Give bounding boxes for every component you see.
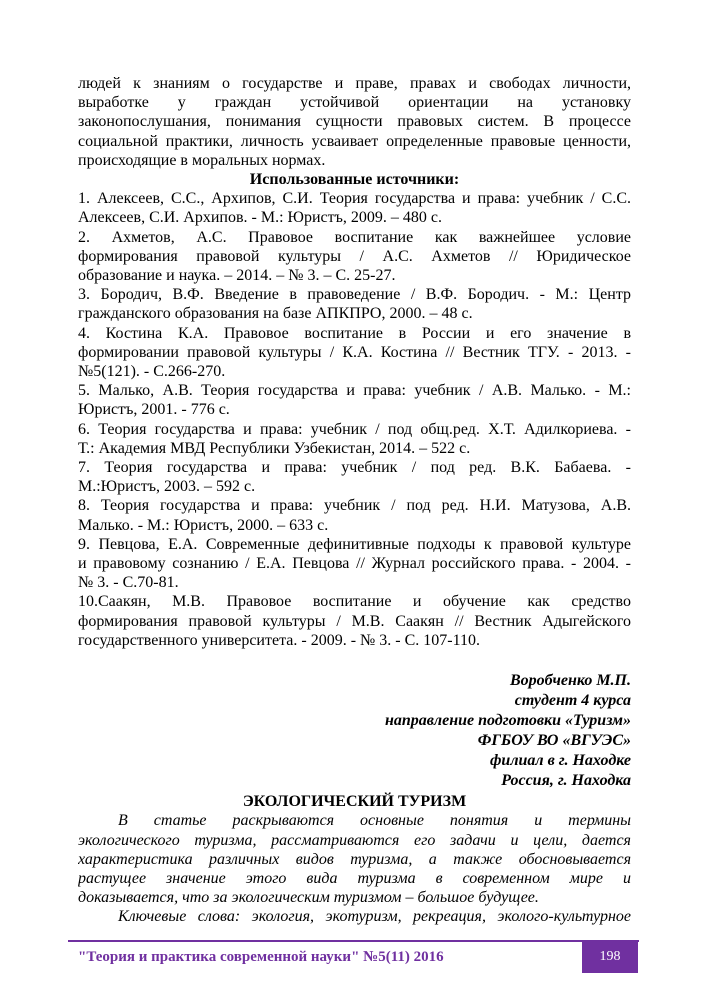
article-title: ЭКОЛОГИЧЕСКИЙ ТУРИЗМ — [242, 793, 467, 811]
author-institution: ФГБОУ ВО «ВГУЭС» — [477, 732, 631, 750]
abstract — [78, 811, 631, 926]
abstract-line: В статье раскрываются основные понятия и термины — [118, 812, 631, 830]
author-name: Воробченко М.П. — [510, 672, 631, 690]
reference-line: 5. Малько, А.В. Теория государства и права: учебник / А.В. Малько. - М.: — [78, 382, 631, 400]
reference-line: Юристъ, 2001. - 776 с. — [78, 401, 230, 419]
text-line: социальной практики, личность усваивает определенные правовые ценности, — [78, 132, 631, 150]
reference-line: 7. Теория государства и права: учебник / под ред. В.К. Бабаева. - — [78, 459, 631, 477]
reference-item — [78, 458, 631, 496]
reference-line: формирования правовой культуры / А.С. Ахметов // Юридическое — [78, 247, 631, 265]
page-number: 198 — [599, 948, 621, 964]
reference-line: государственного университета. - 2009. - № 3. - С. 107-110. — [78, 631, 481, 649]
reference-item — [78, 189, 631, 227]
reference-line: 10.Саакян, М.В. Правовое воспитание и обучение как средство — [78, 593, 631, 611]
text-line: происходящие в моральных нормах. — [78, 151, 326, 169]
reference-line: 3. Бородич, В.Ф. Введение в правоведение / В.Ф. Бородич. - М.: Центр — [78, 286, 631, 304]
reference-line: образование и наука. – 2014. – № 3. – С. 25-27. — [78, 267, 396, 285]
page-number-badge — [582, 940, 638, 973]
author-block — [78, 671, 631, 791]
reference-line: 2. Ахметов, А.С. Правовое воспитание как важнейшее условие — [78, 228, 631, 246]
reference-item — [78, 324, 631, 382]
reference-line: М.:Юристъ, 2003. – 592 с. — [78, 478, 256, 496]
reference-line: гражданского образования на базе АПКПРО, 2000. – 48 с. — [78, 305, 473, 323]
reference-line: Алексеев, С.И. Архипов. - М.: Юристъ, 2009. – 480 с. — [78, 209, 443, 227]
intro-paragraph — [78, 74, 631, 170]
text-line: людей к знаниям о государстве и праве, правах и свободах личности, — [78, 75, 631, 92]
text-line: выработке у граждан устойчивой ориентации на установку — [78, 94, 631, 112]
reference-line: 1. Алексеев, С.С., Архипов, С.И. Теория государства и права: учебник / С.С. — [78, 190, 631, 208]
author-branch: филиал в г. Находке — [489, 752, 631, 770]
reference-item — [78, 420, 631, 458]
sources-heading: Использованные источники: — [249, 171, 460, 189]
reference-list — [78, 189, 631, 650]
reference-line: формировании правовой культуры / К.А. Костина // Вестник ТГУ. - 2013. - — [78, 343, 631, 361]
reference-item — [78, 228, 631, 286]
reference-line: № 3. - С.70-81. — [78, 574, 179, 592]
reference-line: формирования правовой культуры / М.В. Саакян // Вестник Адыгейского — [78, 612, 631, 630]
abstract-line: доказывается, что за экологическим туризмом – большое будущее. — [78, 889, 539, 907]
author-status: студент 4 курса — [514, 692, 631, 710]
reference-item — [78, 592, 631, 650]
reference-item — [78, 535, 631, 593]
reference-line: 4. Костина К.А. Правовое воспитание в России и его значение в — [78, 324, 631, 342]
reference-line: №5(121). - С.266-270. — [78, 363, 226, 381]
author-direction: направление подготовки «Туризм» — [384, 712, 631, 730]
reference-line: Малько. - М.: Юристъ, 2000. – 633 с. — [78, 516, 329, 534]
reference-item — [78, 285, 631, 323]
abstract-line: характеристика различных видов туризма, а также обосновывается — [78, 850, 631, 868]
reference-line: Т.: Академия МВД Республики Узбекистан, 2014. – 522 с. — [78, 439, 471, 457]
reference-line: 9. Певцова, Е.А. Современные дефинитивные подходы к правовой культуре — [78, 535, 631, 553]
author-location: Россия, г. Находка — [501, 772, 631, 790]
reference-item — [78, 381, 631, 419]
reference-line: и правовому сознанию / Е.А. Певцова // Журнал российского права. - 2004. - — [78, 555, 631, 573]
abstract-line: экологического туризма, рассматриваются его задачи и цели, дается — [78, 831, 631, 849]
text-line: законопослушания, понимания сущности правовых систем. В процессе — [78, 113, 631, 131]
reference-line: 6. Теория государства и права: учебник / под общ.ред. Х.Т. Адилкориева. - — [78, 420, 631, 438]
keywords-line: Ключевые слова: экология, экотуризм, рекреация, эколого-культурное — [118, 908, 631, 926]
abstract-line: растущее значение этого вида туризма в современном мире и — [78, 869, 631, 887]
reference-item — [78, 496, 631, 534]
page-content — [78, 74, 631, 927]
footer-journal-title: "Теория и практика современной науки" №5(11) 2016 — [78, 949, 444, 965]
reference-line: 8. Теория государства и права: учебник / под ред. Н.И. Матузова, А.В. — [78, 497, 631, 515]
footer-rule — [68, 940, 639, 942]
